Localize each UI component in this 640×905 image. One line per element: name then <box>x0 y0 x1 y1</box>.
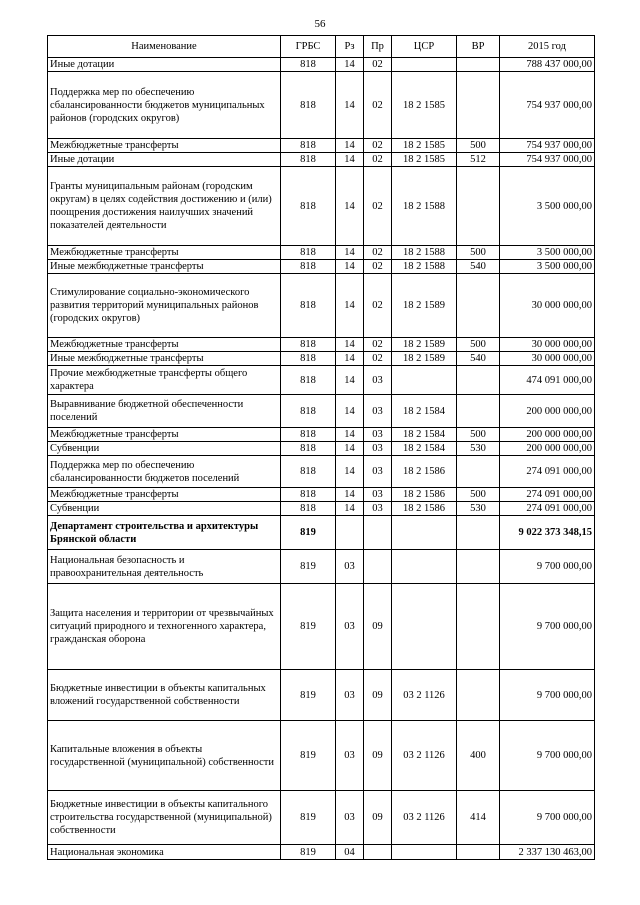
cell-amount: 9 700 000,00 <box>500 791 595 845</box>
table-row <box>48 260 595 274</box>
cell-csr: 18 2 1586 <box>392 456 457 488</box>
cell-name: Капитальные вложения в объекты государственной (муниципальной) собственности <box>48 721 281 791</box>
cell-csr: 18 2 1588 <box>392 260 457 274</box>
cell-grbs: 818 <box>281 246 336 260</box>
cell-grbs: 818 <box>281 428 336 442</box>
cell-amount: 200 000 000,00 <box>500 395 595 428</box>
cell-grbs: 818 <box>281 58 336 72</box>
cell-rz: 14 <box>336 395 364 428</box>
cell-grbs: 819 <box>281 516 336 550</box>
cell-csr: 18 2 1588 <box>392 167 457 246</box>
cell-csr <box>392 584 457 670</box>
cell-vr: 540 <box>457 260 500 274</box>
cell-vr: 500 <box>457 246 500 260</box>
cell-vr <box>457 516 500 550</box>
cell-rz: 14 <box>336 274 364 338</box>
cell-grbs: 818 <box>281 502 336 516</box>
cell-csr: 18 2 1589 <box>392 352 457 366</box>
cell-vr <box>457 845 500 860</box>
table-row <box>48 428 595 442</box>
header-grbs: ГРБС <box>281 36 336 58</box>
cell-pr: 03 <box>364 442 392 456</box>
cell-rz: 14 <box>336 442 364 456</box>
cell-pr: 02 <box>364 274 392 338</box>
cell-amount: 9 700 000,00 <box>500 550 595 584</box>
cell-amount: 200 000 000,00 <box>500 442 595 456</box>
cell-vr: 540 <box>457 352 500 366</box>
cell-vr <box>457 395 500 428</box>
cell-amount: 788 437 000,00 <box>500 58 595 72</box>
header-pr: Пр <box>364 36 392 58</box>
cell-pr: 03 <box>364 428 392 442</box>
cell-name: Иные дотации <box>48 153 281 167</box>
cell-csr: 03 2 1126 <box>392 721 457 791</box>
cell-csr: 18 2 1584 <box>392 442 457 456</box>
table-header-row <box>48 36 595 58</box>
table-row <box>48 139 595 153</box>
cell-csr <box>392 516 457 550</box>
cell-name: Межбюджетные трансферты <box>48 488 281 502</box>
table-row <box>48 488 595 502</box>
cell-name: Субвенции <box>48 502 281 516</box>
cell-pr: 09 <box>364 670 392 721</box>
cell-pr: 03 <box>364 488 392 502</box>
cell-vr <box>457 58 500 72</box>
cell-pr: 02 <box>364 58 392 72</box>
cell-vr: 500 <box>457 488 500 502</box>
cell-name: Иные межбюджетные трансферты <box>48 260 281 274</box>
cell-name: Иные межбюджетные трансферты <box>48 352 281 366</box>
cell-rz: 14 <box>336 352 364 366</box>
cell-grbs: 818 <box>281 395 336 428</box>
cell-rz <box>336 516 364 550</box>
cell-pr: 02 <box>364 153 392 167</box>
cell-pr: 02 <box>364 246 392 260</box>
cell-name: Поддержка мер по обеспечению сбалансированности бюджетов поселений <box>48 456 281 488</box>
cell-vr <box>457 584 500 670</box>
cell-rz: 03 <box>336 721 364 791</box>
cell-csr: 18 2 1589 <box>392 338 457 352</box>
table-row <box>48 550 595 584</box>
cell-csr: 18 2 1585 <box>392 153 457 167</box>
cell-csr: 03 2 1126 <box>392 670 457 721</box>
table-row <box>48 167 595 246</box>
cell-pr: 02 <box>364 338 392 352</box>
cell-grbs: 819 <box>281 584 336 670</box>
cell-pr: 02 <box>364 72 392 139</box>
cell-csr: 03 2 1126 <box>392 791 457 845</box>
cell-rz: 03 <box>336 670 364 721</box>
table-row <box>48 502 595 516</box>
cell-name: Департамент строительства и архитектуры Брянской области <box>48 516 281 550</box>
cell-grbs: 819 <box>281 845 336 860</box>
cell-amount: 2 337 130 463,00 <box>500 845 595 860</box>
cell-amount: 274 091 000,00 <box>500 456 595 488</box>
cell-vr: 500 <box>457 139 500 153</box>
cell-csr <box>392 550 457 584</box>
cell-grbs: 819 <box>281 550 336 584</box>
table-row <box>48 845 595 860</box>
cell-vr <box>457 274 500 338</box>
cell-rz: 14 <box>336 366 364 395</box>
cell-rz: 14 <box>336 502 364 516</box>
table-row <box>48 456 595 488</box>
table-row <box>48 721 595 791</box>
cell-csr: 18 2 1586 <box>392 488 457 502</box>
cell-rz: 14 <box>336 58 364 72</box>
cell-grbs: 819 <box>281 791 336 845</box>
cell-vr: 414 <box>457 791 500 845</box>
cell-name: Поддержка мер по обеспечению сбалансированности бюджетов муниципальных районов (городских округов) <box>48 72 281 139</box>
cell-csr: 18 2 1584 <box>392 428 457 442</box>
cell-grbs: 819 <box>281 670 336 721</box>
cell-amount: 30 000 000,00 <box>500 338 595 352</box>
cell-vr <box>457 670 500 721</box>
cell-pr <box>364 516 392 550</box>
cell-csr: 18 2 1584 <box>392 395 457 428</box>
cell-amount: 3 500 000,00 <box>500 167 595 246</box>
cell-amount: 754 937 000,00 <box>500 72 595 139</box>
cell-grbs: 818 <box>281 260 336 274</box>
header-year-2015: 2015 год <box>500 36 595 58</box>
cell-amount: 274 091 000,00 <box>500 502 595 516</box>
table-row <box>48 395 595 428</box>
table-row <box>48 791 595 845</box>
table-row <box>48 338 595 352</box>
cell-amount: 754 937 000,00 <box>500 139 595 153</box>
cell-rz: 04 <box>336 845 364 860</box>
cell-amount: 274 091 000,00 <box>500 488 595 502</box>
cell-amount: 30 000 000,00 <box>500 352 595 366</box>
cell-pr: 03 <box>364 366 392 395</box>
table-row <box>48 246 595 260</box>
cell-name: Межбюджетные трансферты <box>48 246 281 260</box>
cell-amount: 3 500 000,00 <box>500 246 595 260</box>
cell-grbs: 818 <box>281 167 336 246</box>
cell-pr: 03 <box>364 395 392 428</box>
cell-csr <box>392 58 457 72</box>
cell-vr <box>457 550 500 584</box>
cell-grbs: 819 <box>281 721 336 791</box>
cell-rz: 14 <box>336 153 364 167</box>
table-row <box>48 153 595 167</box>
header-vr: ВР <box>457 36 500 58</box>
cell-csr: 18 2 1585 <box>392 72 457 139</box>
cell-name: Межбюджетные трансферты <box>48 338 281 352</box>
header-name: Наименование <box>48 36 281 58</box>
cell-vr <box>457 366 500 395</box>
header-csr: ЦСР <box>392 36 457 58</box>
cell-name: Иные дотации <box>48 58 281 72</box>
cell-pr: 03 <box>364 502 392 516</box>
cell-name: Национальная безопасность и правоохранительная деятельность <box>48 550 281 584</box>
table-row <box>48 274 595 338</box>
cell-amount: 474 091 000,00 <box>500 366 595 395</box>
budget-table <box>47 35 595 860</box>
cell-grbs: 818 <box>281 153 336 167</box>
cell-vr: 400 <box>457 721 500 791</box>
cell-grbs: 818 <box>281 366 336 395</box>
cell-name: Стимулирование социально-экономического развития территорий муниципальных районов (городских округов) <box>48 274 281 338</box>
cell-pr: 02 <box>364 167 392 246</box>
cell-rz: 14 <box>336 428 364 442</box>
cell-pr: 09 <box>364 791 392 845</box>
cell-vr <box>457 456 500 488</box>
cell-vr: 512 <box>457 153 500 167</box>
cell-vr: 530 <box>457 442 500 456</box>
cell-name: Прочие межбюджетные трансферты общего характера <box>48 366 281 395</box>
page-number: 56 <box>314 18 326 30</box>
cell-pr: 02 <box>364 260 392 274</box>
table-row <box>48 366 595 395</box>
table-row <box>48 58 595 72</box>
cell-rz: 14 <box>336 260 364 274</box>
cell-pr: 09 <box>364 584 392 670</box>
cell-rz: 14 <box>336 139 364 153</box>
cell-grbs: 818 <box>281 352 336 366</box>
cell-name: Национальная экономика <box>48 845 281 860</box>
cell-amount: 9 700 000,00 <box>500 584 595 670</box>
cell-csr: 18 2 1589 <box>392 274 457 338</box>
cell-csr <box>392 845 457 860</box>
cell-grbs: 818 <box>281 442 336 456</box>
cell-grbs: 818 <box>281 338 336 352</box>
cell-grbs: 818 <box>281 488 336 502</box>
cell-grbs: 818 <box>281 274 336 338</box>
cell-grbs: 818 <box>281 456 336 488</box>
cell-name: Гранты муниципальным районам (городским округам) в целях содействия достижению и (или) поощрения достижения наилучших значений показателей деятельности <box>48 167 281 246</box>
cell-vr <box>457 167 500 246</box>
cell-csr: 18 2 1588 <box>392 246 457 260</box>
cell-name: Субвенции <box>48 442 281 456</box>
cell-pr: 03 <box>364 456 392 488</box>
cell-pr: 02 <box>364 139 392 153</box>
cell-name: Бюджетные инвестиции в объекты капитального строительства государственной (муниципальной) собственности <box>48 791 281 845</box>
cell-vr <box>457 72 500 139</box>
cell-amount: 30 000 000,00 <box>500 274 595 338</box>
cell-vr: 500 <box>457 428 500 442</box>
table-row <box>48 442 595 456</box>
cell-rz: 03 <box>336 791 364 845</box>
header-rz: Рз <box>336 36 364 58</box>
cell-csr: 18 2 1585 <box>392 139 457 153</box>
cell-rz: 03 <box>336 550 364 584</box>
cell-rz: 03 <box>336 584 364 670</box>
cell-amount: 9 022 373 348,15 <box>500 516 595 550</box>
cell-rz: 14 <box>336 167 364 246</box>
cell-pr: 09 <box>364 721 392 791</box>
cell-name: Бюджетные инвестиции в объекты капитальных вложений государственной собственности <box>48 670 281 721</box>
cell-csr <box>392 366 457 395</box>
cell-csr: 18 2 1586 <box>392 502 457 516</box>
cell-amount: 754 937 000,00 <box>500 153 595 167</box>
cell-rz: 14 <box>336 488 364 502</box>
cell-grbs: 818 <box>281 72 336 139</box>
table-row <box>48 670 595 721</box>
cell-amount: 9 700 000,00 <box>500 670 595 721</box>
cell-rz: 14 <box>336 72 364 139</box>
cell-grbs: 818 <box>281 139 336 153</box>
cell-rz: 14 <box>336 338 364 352</box>
table-row <box>48 352 595 366</box>
cell-name: Защита населения и территории от чрезвычайных ситуаций природного и техногенного характера, гражданская оборона <box>48 584 281 670</box>
cell-pr <box>364 845 392 860</box>
cell-rz: 14 <box>336 456 364 488</box>
cell-amount: 200 000 000,00 <box>500 428 595 442</box>
table-row <box>48 72 595 139</box>
cell-name: Межбюджетные трансферты <box>48 428 281 442</box>
table-row <box>48 516 595 550</box>
cell-name: Выравнивание бюджетной обеспеченности поселений <box>48 395 281 428</box>
cell-pr: 02 <box>364 352 392 366</box>
cell-pr <box>364 550 392 584</box>
cell-vr: 530 <box>457 502 500 516</box>
cell-name: Межбюджетные трансферты <box>48 139 281 153</box>
table-row <box>48 584 595 670</box>
cell-vr: 500 <box>457 338 500 352</box>
cell-amount: 3 500 000,00 <box>500 260 595 274</box>
cell-rz: 14 <box>336 246 364 260</box>
cell-amount: 9 700 000,00 <box>500 721 595 791</box>
